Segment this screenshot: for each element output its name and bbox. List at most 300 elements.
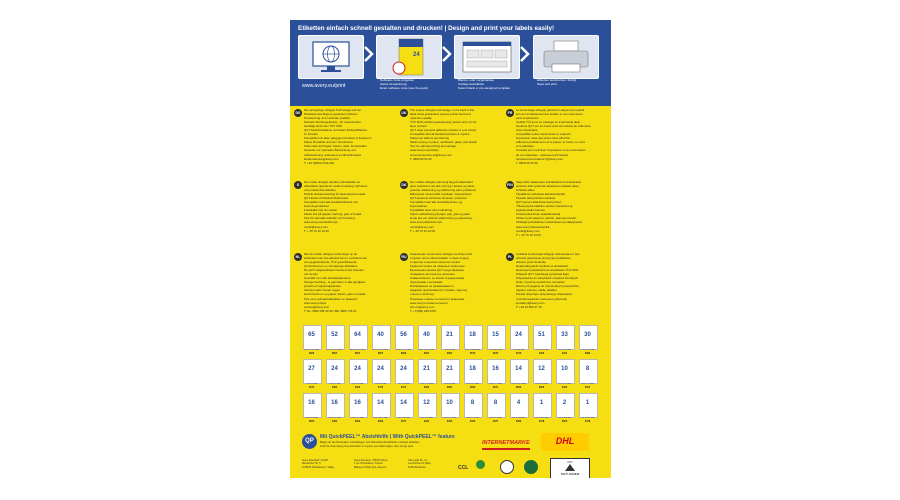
label-dimensions: 105 x 74 mm (489, 417, 502, 419)
instruction-line: Conseils pour optimiser l'impression et la conservation (516, 148, 586, 153)
label-dimensions: 38,1 x 21,2 mm (303, 349, 320, 351)
quickpeel-feature (302, 433, 462, 455)
product-code: 3425 (561, 386, 568, 389)
labels-per-sheet: 16 (331, 400, 338, 406)
chevron-right-icon (442, 46, 452, 62)
instruction-line: kopieringsmaskiner (304, 204, 329, 209)
step-select-template (454, 35, 520, 79)
language-badge: UK (401, 111, 407, 115)
product-item (555, 325, 574, 357)
label-dimensions: 52,5 x 21,2 mm (395, 349, 412, 351)
instruction-line: попадание клея внутрь принтера (410, 272, 455, 277)
labels-per-sheet: 30 (584, 332, 591, 338)
label-dimensions: 70 x 37 mm (397, 383, 410, 385)
product-code: 3420 (538, 352, 545, 355)
instruction-line: Tips för optimala utskrifter och förvaring: (304, 216, 356, 221)
instruction-line: www.avery.ru/советы-печати (410, 300, 448, 305)
label-dimensions: 70 x 16,9 mm (534, 349, 549, 351)
product-item (417, 325, 436, 357)
labels-per-sheet: 18 (469, 332, 476, 338)
instruction-line: La technologie ultragrip garantit un alignement parfait (516, 108, 585, 112)
instruction-line: Совместимость со всеми стандартными (410, 276, 465, 281)
instruction-line: QCT edge prevents adhesive residue in your printer (410, 128, 477, 133)
instructions-s (293, 180, 396, 248)
label-dimensions: 105 x 57 mm (558, 383, 571, 385)
product-item (371, 393, 390, 425)
instruction-line: Tarttuu hyvin paperiin, pahviin, lasiin ja muoviin (516, 216, 577, 221)
instruction-line: præcise udskrivning og udskrivning uden problemer (410, 188, 477, 193)
instruction-line: kopimaskiner (410, 204, 428, 209)
product-code: 3651 (423, 352, 430, 355)
labels-per-sheet: 24 (377, 366, 384, 372)
label-box-icon (377, 36, 441, 78)
instruction-line: consumerservice-uk@avery.com (410, 152, 452, 157)
instruction-line: Fäster bra på papper, kartong, glas och plast (304, 212, 362, 217)
label-dimensions: 70 x 42,3 mm (419, 383, 434, 385)
labels-per-sheet: 33 (561, 332, 568, 338)
labels-per-sheet: 24 (400, 366, 407, 372)
label-dimensions: 52,5 x 29,7 mm (372, 349, 389, 351)
instruction-line: Den unikke ultragrip teknologi bag på etikettarket (410, 180, 473, 184)
fsc-logo: MIX FSC® C012849 (550, 458, 590, 478)
instruction-line: laser printers (410, 124, 427, 129)
instruction-line: Безопасная кромка QCT предотвращает (410, 268, 465, 273)
product-item (417, 393, 436, 425)
instruction-line: ansiosta arkit syöttyvät tulostimeen tarkasti oikea (516, 184, 579, 189)
product-code: 3483 (515, 420, 522, 423)
labels-per-sheet: 4 (516, 400, 521, 406)
product-code: 3671 (492, 386, 499, 389)
instruction-line: QCT-kanten förhindrar klisterrester (304, 196, 349, 201)
instruction-line: maximum quality (410, 116, 432, 121)
product-item (302, 359, 321, 391)
instructions-fin (505, 180, 608, 248)
labels-per-sheet: 40 (377, 332, 384, 338)
product-label-grid (302, 325, 602, 445)
product-item (555, 359, 574, 391)
labels-per-sheet: 56 (400, 332, 407, 338)
label-dimensions: 210 x 297 mm (534, 417, 549, 419)
product-item (486, 393, 505, 425)
instruction-line: Krawędź QCT zapobiega wyciekowi kleju (516, 272, 569, 277)
address-de: Avery Zweckform GmbH Miesbacher Str. 5 D-83626 Oberlaindern / Valley (302, 459, 334, 469)
step4-caption: Etiketten ausdrucken. Fertig! Save and print (537, 78, 577, 86)
product-code: 3489 (584, 352, 591, 355)
product-code: 3665 (308, 420, 315, 423)
product-code: 3655 (561, 420, 568, 423)
instruction-line: Geschikt voor alle standaardprinters (304, 276, 351, 281)
ccl-logo: CCL (458, 465, 469, 471)
software-code-number: 24 (413, 52, 420, 58)
instruction-line: Die einzigartige ultragrip Technologie auf der (304, 108, 362, 112)
language-badge: S (294, 181, 302, 189)
instruction-line: Hinweise zur optimalen Bedruckung und (304, 148, 356, 153)
instruction-line: Kompatibel mit allen gängigen Druckern & Kopierern (304, 136, 372, 141)
instruction-line: Уникальная технология ultragrip на оборотной (410, 252, 472, 256)
product-code: 3484 (354, 420, 361, 423)
labels-per-sheet: 14 (515, 366, 522, 372)
instruction-line: kopiokoneiden kanssa (516, 208, 545, 213)
product-item (486, 359, 505, 391)
instruction-line: Изображение не размазывается (410, 284, 454, 289)
instruction-line: nordic@avery.com (516, 228, 540, 233)
product-item (371, 359, 390, 391)
instruction-line: Tips for optimal printing and storage: (410, 144, 457, 149)
label-dimensions: 105 x 74 mm (581, 383, 594, 385)
instruction-line: Гарантия печати на лазерных принтерах (410, 264, 465, 269)
product-item (509, 325, 528, 357)
monitor-globe-icon (299, 36, 363, 78)
instruction-line: nordic@avery.com (410, 224, 434, 229)
instruction-line: www.avery.nl/tips (304, 300, 327, 305)
product-code: 3658 (538, 386, 545, 389)
instruction-line: Ostry i wyraźny wydruk bez rozmazań (516, 280, 565, 285)
instruction-line: принтерами и копирами (410, 280, 443, 285)
product-item (302, 325, 321, 357)
instruction-line: giver præcision ved alle print typ | arkene og sikrer (410, 184, 475, 189)
product-code: 3478 (538, 420, 545, 423)
chevron-right-icon (364, 46, 374, 62)
product-code: 3422 (354, 386, 361, 389)
instruction-line: i przechowywania: www.avery.pl/porady (516, 296, 567, 301)
instruction-line: Rückseite des Bogens garantiert präzisen (304, 112, 358, 117)
label-dimensions: 105 x 57 mm (443, 417, 456, 419)
instruction-line: www.avery.eu/printtips (410, 148, 439, 153)
instruction-line: Compatible toutes imprimantes et copieurs (516, 132, 571, 137)
labels-per-sheet: 24 (515, 332, 522, 338)
label-dimensions: 70 x 50,8 mm (488, 349, 503, 351)
labels-per-sheet: 40 (423, 332, 430, 338)
instruction-line: Testattu laserprintterin tulokset (516, 196, 556, 201)
labels-per-sheet: 8 (470, 400, 475, 406)
product-item (532, 359, 551, 391)
product-item (371, 325, 390, 357)
product-code: 3481 (423, 386, 430, 389)
label-dimensions: 70 x 41 mm (443, 383, 456, 385)
product-code: 3669 (469, 386, 476, 389)
instructions-fr (505, 108, 608, 176)
label-dimensions: 105 x 37 mm (489, 383, 502, 385)
instruction-line: T: +49 (0)8104 643-343 (304, 160, 335, 165)
product-item (463, 325, 482, 357)
instructions-de (293, 108, 396, 176)
instruction-line: votre imprimante (516, 128, 538, 133)
instruction-line: service@avery.com (304, 304, 330, 309)
instructions-nl (293, 252, 396, 320)
avery-print-url: www.avery.eu/print (302, 83, 346, 89)
product-code: 3652 (446, 386, 453, 389)
dhl-logo: DHL (541, 433, 589, 451)
instruction-line: Unikalna technologia ultragrip zastosowana z tyłu (516, 252, 580, 256)
instruction-line: printers en kopieerapparaten (304, 284, 341, 289)
labels-per-sheet: 8 (585, 366, 590, 372)
labels-per-sheet: 24 (354, 366, 361, 372)
labels-per-sheet: 2 (562, 400, 567, 406)
product-code: 3478 (584, 420, 591, 423)
instruction-line: een gegarandeerde, TÜV gecertificeerde, (304, 260, 358, 265)
instruction-line: Porady dotyczące optymalnego drukowania (516, 292, 572, 297)
product-item (555, 393, 574, 425)
product-code: 3425 (446, 420, 453, 423)
product-code: 3653 (515, 386, 522, 389)
instruction-line: de vos étiquettes : www.avery.fr/conseils (516, 152, 568, 157)
product-item (532, 325, 551, 357)
instruction-line: QCT-kanterne forhindrer limrester i printeren (410, 196, 467, 201)
instruction-line: T: NL: 0800 098 33 90 / BE: 0800 725 01 (304, 308, 357, 313)
labels-per-sheet: 12 (538, 366, 545, 372)
label-dimensions: 105 x 37 mm (328, 417, 341, 419)
label-dimensions: 210 x 297 mm (580, 417, 595, 419)
labels-per-sheet: 24 (331, 366, 338, 372)
label-sheet-back-page (290, 20, 611, 478)
labels-per-sheet: 10 (561, 366, 568, 372)
product-code: 3474 (400, 386, 407, 389)
label-dimensions: 48,5 x 21,2 mm (326, 349, 343, 351)
product-code: 3657 (377, 352, 384, 355)
language-badge: FIN (507, 183, 513, 187)
product-item (509, 359, 528, 391)
instruction-line: Certifié TÜV pour un passage en imprimante laser (516, 120, 581, 125)
quickpeel-text-de: Bogen an der Perforation zurückbiegen und überstehende Etiketten mühelos abziehen. (320, 441, 421, 444)
label-dimensions: 70 x 36 mm (374, 383, 387, 385)
labels-per-sheet: 52 (331, 332, 338, 338)
instruction-line: T: + 45 70 10 10 00 (304, 228, 329, 233)
label-dimensions: 105 x 148 mm (511, 417, 526, 419)
label-dimensions: 70 x 25,4 mm (557, 349, 572, 351)
instruction-line: lors de l'entraînement des feuilles et une impression (516, 112, 583, 117)
product-code: 3668 (400, 352, 407, 355)
product-item (463, 359, 482, 391)
instruction-line: T: 0800 80 50 20 (410, 156, 432, 161)
instruction-line: Kompatibel med alle standardprintere og (410, 200, 463, 205)
label-dimensions: 70 x 37 mm (328, 383, 341, 385)
product-item (348, 325, 367, 357)
language-badge: FR (507, 111, 513, 115)
instruction-line: van de lijm (304, 272, 318, 277)
product-code: 3475 (515, 352, 522, 355)
label-dimensions: 105 x 48 mm (420, 417, 433, 419)
label-dimensions: 105 x 37 mm (351, 417, 364, 419)
step-monitor (298, 35, 364, 79)
instruction-line: och problemfria utskrifter (304, 188, 336, 193)
step-software-code (376, 35, 442, 79)
product-item (348, 393, 367, 425)
labels-per-sheet: 21 (423, 366, 430, 372)
language-badge: NL (295, 255, 301, 259)
labels-per-sheet: 27 (308, 366, 315, 372)
instruction-line: T: + 45 70 10 10 00 (516, 232, 541, 237)
label-dimensions: 105 x 71 mm (466, 417, 479, 419)
printer-icon (534, 36, 598, 78)
product-item (348, 359, 367, 391)
instruction-line: label sheet guarantees precise printer feed and (410, 112, 471, 117)
product-item (325, 325, 344, 357)
labels-per-sheet: 1 (539, 400, 544, 406)
instruction-line: achterkant van het etiketvel bent u verzekerd van (304, 256, 367, 261)
instruction-line: Druckeinzug und maximale Qualität (304, 116, 350, 121)
product-code: 3667 (354, 352, 361, 355)
product-code: 3477 (400, 420, 407, 423)
label-dimensions: 48,5 x 25,4 mm (418, 349, 435, 351)
labels-per-sheet: 18 (469, 366, 476, 372)
product-code: 3653 (377, 420, 384, 423)
instruction-line: serviceconsommateur-fr@avery.com (516, 156, 564, 161)
instruction-line: Yhteensopiva kaikkien yleisten tulostinten ja (516, 204, 573, 209)
labels-per-sheet: 1 (585, 400, 590, 406)
instruction-line: im Drucker (304, 132, 318, 137)
instruction-line: etikettarket garanterar exakt inmatning i skrivaren (304, 184, 368, 189)
instruction-line: kundenservice@avery.com (304, 156, 339, 161)
labels-per-sheet: 14 (400, 400, 407, 406)
instruction-line: Terävä teksti ilman epätarkkuuksia (516, 212, 561, 217)
instruction-line: arkuszy przez drukarkę (516, 260, 546, 265)
instruction-line: kontakt-pl@avery.com (516, 300, 545, 305)
instruction-line: Aufbewahrung: www.avery.eu/druckhinweise (304, 152, 362, 157)
instruction-line: Klebt stark auf Papier, Karton, Glas, Kunststoffen (304, 144, 367, 149)
instruction-line: Efterprøvet med perfekt resultater i laserprintere (410, 192, 472, 197)
instruction-line: Met de unieke ultragrip technologie op de (304, 252, 358, 256)
label-dimensions: 105 x 48 mm (535, 383, 548, 385)
product-code: 3427 (584, 386, 591, 389)
instruction-line: sans imperfection (516, 116, 539, 121)
product-code: 3424 (423, 420, 430, 423)
instruction-line: et le plastique (516, 144, 534, 149)
recycling-icon (476, 460, 485, 469)
product-item (509, 393, 528, 425)
instruction-line: nordic@avery.com (304, 224, 328, 229)
product-code: 3475 (377, 386, 384, 389)
instruction-line: QCT-reuna estää liiman kertymisen (516, 200, 562, 205)
instructions-uk (399, 108, 502, 176)
labels-per-sheet: 64 (354, 332, 361, 338)
instruction-line: www.avery.dk/printer-tips (410, 220, 443, 225)
labels-per-sheet: 21 (446, 366, 453, 372)
instruction-line: Hecht hecht en op papier, karton, glas en plastic (304, 292, 366, 297)
address-fr: Avery Dennison, 78903 Prisnan 1 rue l'Ormaddore, Prisnan Bâtiment Infinity-Sud, Faveron (354, 459, 388, 469)
instruction-line: QCT-Sicherheitskante verhindert Klebstoffflächen (304, 128, 368, 133)
labels-per-sheet: 16 (354, 400, 361, 406)
instruction-line: Tips voor optimaal afdrukken en bewaren: (304, 296, 358, 301)
recycle-arrows-icon (500, 460, 514, 474)
product-item (486, 325, 505, 357)
product-code: 3666 (308, 352, 315, 355)
product-code: 3652 (446, 352, 453, 355)
instruction-line: Odpowiednie do wszystkich urządzeń biurowych (516, 276, 579, 281)
product-item (532, 393, 551, 425)
labels-per-sheet: 65 (308, 332, 315, 338)
banner-title: Etiketten einfach schnell gestalten und drucken! | Design and print your labels easily! (298, 25, 555, 32)
product-item (578, 325, 597, 357)
template-window-icon (455, 36, 519, 78)
instruction-line: Framkallar inte rinn-rester (304, 208, 338, 213)
labels-per-sheet: 14 (377, 400, 384, 406)
instruction-line: Täydellinen tulostusta laserkulostimille (516, 192, 566, 197)
product-code: 3426 (469, 420, 476, 423)
instruction-line: De QCT-veiligheidsrand voorkomt het 'bloeden' (304, 268, 365, 273)
product-code: 3484 (331, 420, 338, 423)
instruction-line: The unique ultragrip technology on the back of the (410, 108, 475, 112)
language-badge: RU (401, 255, 407, 259)
labels-per-sheet: 15 (492, 332, 499, 338)
instruction-line: T: + 45 70 10 10 00 (410, 228, 435, 233)
instruction-line: Stærk vedhæftning på papir, pap, glas og plast (410, 212, 470, 217)
quickpeel-icon: QP (302, 434, 317, 449)
instruction-line: Полезные советы по печати и хранению: (410, 296, 465, 301)
label-dimensions: 70 x 36 mm (512, 349, 525, 351)
step2-caption: Software-Code eingeben (siehe Verpackung) Enter software code (see the pack) (380, 78, 428, 90)
instruction-line: Sticks strong on paper, cardboard, glass, and plastic (410, 140, 478, 145)
instruction-line: T: 0800 36 54 99 (516, 160, 538, 165)
labels-per-sheet: 10 (446, 400, 453, 406)
instruction-line: bestätigt durch den TÜV SÜD (304, 124, 343, 129)
product-code: 3470 (308, 386, 315, 389)
label-dimensions: 48,5 x 16,9 mm (349, 349, 366, 351)
instruction-line: www.avery.fi/tulostusvinkit (516, 224, 550, 229)
label-dimensions: 105 x 42,3 mm (511, 383, 526, 385)
labels-per-sheet: 16 (308, 400, 315, 406)
instruction-line: www.avery.se/utskrifts-tips (304, 220, 338, 225)
labels-per-sheet: 8 (493, 400, 498, 406)
instruction-line: papieru, kartonu, szkła, plastiku (516, 288, 557, 293)
instruction-line: Vinkkejä optimaaliseen tulostukseen ja säilytykseen: (516, 220, 583, 225)
label-dimensions: 105 x 42,3 mm (373, 417, 388, 419)
labels-per-sheet: 21 (446, 332, 453, 338)
step3-caption: Blanko- oder vorgestaltete Vorlage auswählen Select blank or pre-designed template (458, 78, 511, 90)
language-badge: DK (401, 183, 407, 187)
instruction-line: laserowych potwierdzona certyfikatem TÜV SÜD (516, 268, 579, 273)
product-item (394, 325, 413, 357)
instruction-line: kohdista etiket (516, 188, 535, 193)
instruction-line: Klares Druckbild und kein Verrutschen (304, 140, 354, 145)
instruction-line: Compatible with all standard printers & copiers (410, 132, 470, 137)
environment-seal-icon (524, 460, 538, 474)
instruction-line: Sarja arkin takapuolen ainutlaatuinen kuvioitaustan (516, 180, 582, 184)
instruction-line: T: +7(495) 228 3476 (410, 308, 436, 313)
instruction-line: Impression nette des textes sans effet flou (516, 136, 571, 141)
quickpeel-title: Mit QuickPEEL™ Abziehhilfe | With QuickPEEL™ feature (320, 434, 455, 440)
language-instructions (290, 106, 611, 324)
internetmarke-underline (482, 448, 530, 450)
instruction-line: Système QCT sur les bords évite les résidus de colle dans (516, 124, 591, 129)
instruction-line: Kompatibel med alla standardskrivare och (304, 200, 358, 205)
chevron-right-icon (520, 46, 530, 62)
label-dimensions: 105 x 35 mm (466, 383, 479, 385)
instruction-line: в принтер и высокое качество печати (410, 260, 461, 265)
label-dimensions: 210 x 148 mm (557, 417, 572, 419)
instruction-line: Perfekt skrivarutmatning för laserskrivare testad (304, 192, 366, 197)
instruction-line: Gode tips om optimal udskrivning og opbevaring: (410, 216, 473, 221)
internetmarke-logo: INTERNETMARKE (482, 440, 530, 446)
label-dimensions: 70 x 32 mm (305, 383, 318, 385)
language-badge: DE (295, 111, 301, 115)
instruction-line: Scherpe tekst zonder vegen (304, 288, 340, 293)
product-item (440, 325, 459, 357)
product-item (302, 393, 321, 425)
product-code: 3427 (492, 420, 499, 423)
label-dimensions: 105 x 41 mm (397, 417, 410, 419)
product-item (325, 393, 344, 425)
product-item (578, 359, 597, 391)
label-dimensions: 70 x 41 mm (443, 349, 456, 351)
product-item (440, 393, 459, 425)
labels-per-sheet: 16 (492, 366, 499, 372)
instruction-line: Perfekte Druckergebnisse - für Laserdrucker (304, 120, 361, 125)
instruction-line: Stevige hechting - te gebruiken in alle gangbare (304, 280, 366, 285)
quickpeel-text-en: Fold the sheet along the perforation to expose your label edges, then simply peel. (320, 445, 414, 448)
instruction-line: T: +48 22 890 37 70 (516, 304, 542, 309)
instruction-line: стороне листа обеспечивает точную подачу (410, 256, 469, 261)
instruction-line: TÜV SÜD certified guaranteeing perfect print run for (410, 120, 477, 125)
